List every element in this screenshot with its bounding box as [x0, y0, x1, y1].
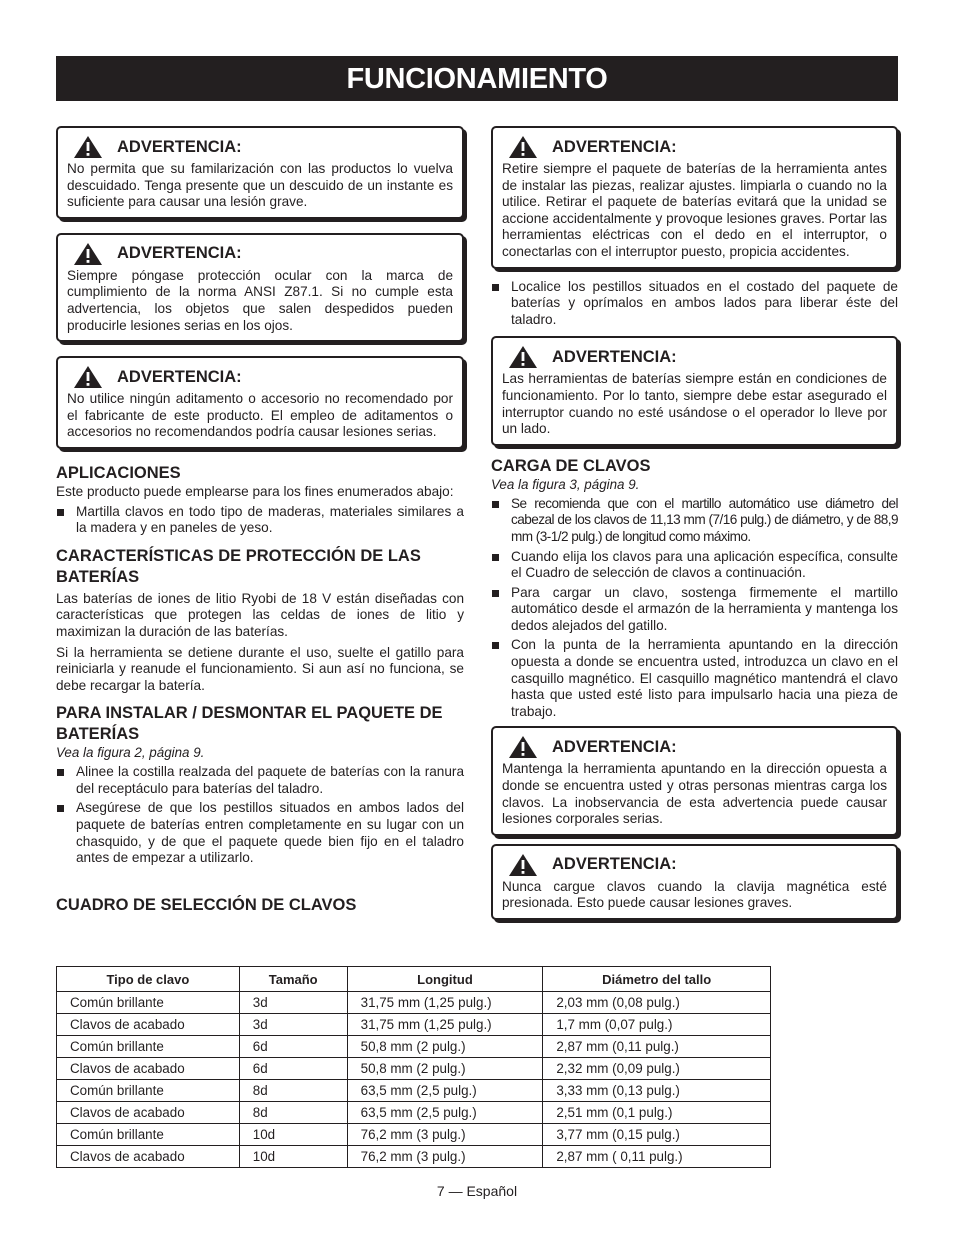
warning-text: Mantenga la herramienta apuntando en la dirección opuesta a donde se encuentra usted y otras personas mientras carga los clavos. La inobservancia de esta advertencia puede causar lesiones corporales serias. — [502, 761, 887, 827]
table-cell: 50,8 mm (2 pulg.) — [347, 1058, 543, 1080]
figure-reference: Vea la figura 2, página 9. — [56, 745, 205, 761]
table-cell: Común brillante — [57, 992, 240, 1014]
page-footer: 7 — Español — [436, 1183, 518, 1199]
warning-header — [502, 136, 887, 158]
table-cell: 3d — [239, 992, 347, 1014]
column-header: Tamaño — [239, 967, 347, 992]
section-heading-aplicaciones: APLICACIONES — [56, 463, 181, 482]
table-cell: 50,8 mm (2 pulg.) — [347, 1036, 543, 1058]
warning-label: ADVERTENCIA: — [117, 244, 242, 263]
warning-box — [491, 726, 898, 835]
table-cell: 63,5 mm (2,5 pulg.) — [347, 1080, 543, 1102]
table-row — [57, 1036, 771, 1058]
table-cell: 2,32 mm (0,09 pulg.) — [543, 1058, 771, 1080]
column-header: Longitud — [347, 967, 543, 992]
warning-text: No permita que su familarización con las productos lo vuelva descuidado. Tenga presente que un descuido de un instante es suficiente para causar una lesión grave. — [67, 161, 453, 210]
table-cell: 2,87 mm (0,11 pulg.) — [543, 1036, 771, 1058]
section-heading-instalar: PARA INSTALAR / DESMONTAR EL PAQUETE DE BATERÍAS — [56, 704, 443, 744]
table-cell: Común brillante — [57, 1080, 240, 1102]
table-cell: 2,87 mm ( 0,11 pulg.) — [543, 1146, 771, 1168]
warning-header — [67, 366, 453, 388]
page-title: FUNCIONAMIENTO — [56, 56, 898, 101]
table-cell: 63,5 mm (2,5 pulg.) — [347, 1102, 543, 1124]
table-cell: 10d — [239, 1124, 347, 1146]
table-cell: 3d — [239, 1014, 347, 1036]
table-row — [57, 1124, 771, 1146]
warning-box — [56, 356, 464, 449]
warning-box — [56, 126, 464, 219]
carga-list — [491, 496, 898, 721]
list-item: Con la punta de la herramienta apuntando en la dirección opuesta a donde se encuentra usted, introduzca un clavo en el casquillo magnético. El casquillo magnético mantendrá el clavo hasta que usted esté listo para impulsarlo hacia una pieza de trabajo. — [491, 637, 898, 720]
table-row — [57, 1080, 771, 1102]
list-item: Asegúrese de que los pestillos situados en ambos lados del paquete de baterías entren completamente en su lugar con un chasquido, y de que el paquete quede bien fijo en el taladro antes de empezar a utilizarlo. — [56, 800, 464, 866]
column-header: Tipo de clavo — [57, 967, 240, 992]
table-cell: Común brillante — [57, 1036, 240, 1058]
nail-selection-table — [56, 966, 771, 1168]
table-cell: 76,2 mm (3 pulg.) — [347, 1124, 543, 1146]
table-row — [57, 1058, 771, 1080]
warning-triangle-icon — [73, 365, 103, 389]
section-heading-carga: CARGA DE CLAVOS — [491, 456, 651, 475]
table-cell: 31,75 mm (1,25 pulg.) — [347, 1014, 543, 1036]
warning-box — [56, 233, 464, 342]
table-cell: 76,2 mm (3 pulg.) — [347, 1146, 543, 1168]
warning-triangle-icon — [73, 242, 103, 266]
nail-selection-table-wrap — [56, 966, 771, 1168]
list-item: Localice los pestillos situados en el costado del paquete de baterías y oprímalos en ambos lados para liberar éste del taladro. — [491, 279, 898, 329]
table-cell: 8d — [239, 1102, 347, 1124]
proteccion-paragraph: Si la herramienta se detiene durante el uso, suelte el gatillo para reiniciarla y reanude el funcionamiento. Si aun así no funciona, se debe recargar la batería. — [56, 644, 464, 693]
table-cell: Clavos de acabado — [57, 1102, 240, 1124]
warning-text: Retire siempre el paquete de baterías de la herramienta antes de instalar las piezas, realizar ajustes. limpiarla o cuando no la utilice. Retirar el paquete de baterías evitará que la unidad se accione accidentalmente y provoque lesiones graves. Portar las herramientas eléctricas con el dedo en el interruptor, o conectarlas con el interruptor puesto, propicia accidentes. — [502, 161, 887, 259]
table-cell: Clavos de acabado — [57, 1014, 240, 1036]
table-cell: Clavos de acabado — [57, 1146, 240, 1168]
section-heading-cuadro: CUADRO DE SELECCIÓN DE CLAVOS — [56, 895, 357, 914]
list-item: Alinee la costilla realzada del paquete de baterías con la ranura del receptáculo para baterías del taladro. — [56, 764, 464, 797]
warning-label: ADVERTENCIA: — [552, 137, 677, 156]
warning-label: ADVERTENCIA: — [117, 137, 242, 156]
section-heading-proteccion: CARACTERÍSTICAS DE PROTECCIÓN DE LAS BATERÍAS — [56, 546, 421, 586]
table-cell: 2,03 mm (0,08 pulg.) — [543, 992, 771, 1014]
table-cell: 3,33 mm (0,13 pulg.) — [543, 1080, 771, 1102]
warning-triangle-icon — [508, 135, 538, 159]
table-cell: 10d — [239, 1146, 347, 1168]
table-cell: 31,75 mm (1,25 pulg.) — [347, 992, 543, 1014]
list-item: Se recomienda que con el martillo automático use diámetro del cabezal de los clavos de 11,13 mm (7/16 pulg.) de diámetro, y de 88,9 mm (3-1/2 pulg.) de longitud como máximo. — [491, 496, 898, 546]
warning-header — [67, 136, 453, 158]
left-column — [56, 126, 464, 916]
warning-label: ADVERTENCIA: — [552, 737, 677, 756]
table-cell: 8d — [239, 1080, 347, 1102]
warning-header — [67, 243, 453, 265]
table-cell: Común brillante — [57, 1124, 240, 1146]
warning-triangle-icon — [508, 735, 538, 759]
warning-header — [502, 736, 887, 758]
right-column — [491, 126, 898, 934]
table-row — [57, 1146, 771, 1168]
aplicaciones-list — [56, 504, 464, 537]
warning-triangle-icon — [73, 135, 103, 159]
warning-label: ADVERTENCIA: — [552, 855, 677, 874]
figure-reference: Vea la figura 3, página 9. — [491, 476, 640, 492]
warning-box — [491, 126, 898, 269]
aplicaciones-intro: Este producto puede emplearse para los fines enumerados abajo: — [56, 483, 454, 499]
warning-text: Las herramientas de baterías siempre están en condiciones de funcionamiento. Por lo tanto, siempre debe estar asegurado el interruptor cuando no esté usándose o el operador lo lleve por un lado. — [502, 371, 887, 437]
table-row — [57, 1102, 771, 1124]
warning-box — [491, 336, 898, 445]
warning-label: ADVERTENCIA: — [552, 347, 677, 366]
list-item: Cuando elija los clavos para una aplicación específica, consulte el Cuadro de selección de clavos a continuación. — [491, 549, 898, 582]
table-row — [57, 1014, 771, 1036]
warning-label: ADVERTENCIA: — [117, 367, 242, 386]
instalar-list — [56, 764, 464, 867]
warning-text: Nunca cargue clavos cuando la clavija magnética esté presionada. Esto puede causar lesiones graves. — [502, 878, 887, 911]
table-header-row — [57, 967, 771, 992]
warning-text: Siempre póngase protección ocular con la marca de cumplimiento de la norma ANSI Z87.1. Si no cumple esta advertencia, los objetos que salen despedidos pueden producirle lesiones serias en los ojos. — [67, 267, 453, 333]
column-header: Diámetro del tallo — [543, 967, 771, 992]
list-item: Para cargar un clavo, sostenga firmemente el martillo automático desde el armazón de la herramienta y mantenga los dedos alejados del gatillo. — [491, 585, 898, 635]
list-item: Martilla clavos en todo tipo de maderas, materiales similares a la madera y en paneles de yeso. — [56, 504, 464, 537]
table-row — [57, 992, 771, 1014]
warning-box — [491, 844, 898, 920]
warning-triangle-icon — [508, 345, 538, 369]
warning-header — [502, 854, 887, 876]
table-cell: 3,77 mm (0,15 pulg.) — [543, 1124, 771, 1146]
desmontar-list — [491, 279, 898, 329]
warning-text: No utilice ningún aditamento o accesorio no recomendado por el fabricante de este producto. El empleo de aditamentos o accesorios no recomendandos podría causar lesiones serias. — [67, 391, 453, 440]
warning-header — [502, 346, 887, 368]
warning-triangle-icon — [508, 853, 538, 877]
table-cell: 2,51 mm (0,1 pulg.) — [543, 1102, 771, 1124]
proteccion-paragraph: Las baterías de iones de litio Ryobi de 18 V están diseñadas con características que protegen las celdas de iones de litio y maximizan la duración de las baterías. — [56, 590, 464, 639]
table-cell: 1,7 mm (0,07 pulg.) — [543, 1014, 771, 1036]
table-cell: 6d — [239, 1036, 347, 1058]
table-cell: 6d — [239, 1058, 347, 1080]
table-cell: Clavos de acabado — [57, 1058, 240, 1080]
